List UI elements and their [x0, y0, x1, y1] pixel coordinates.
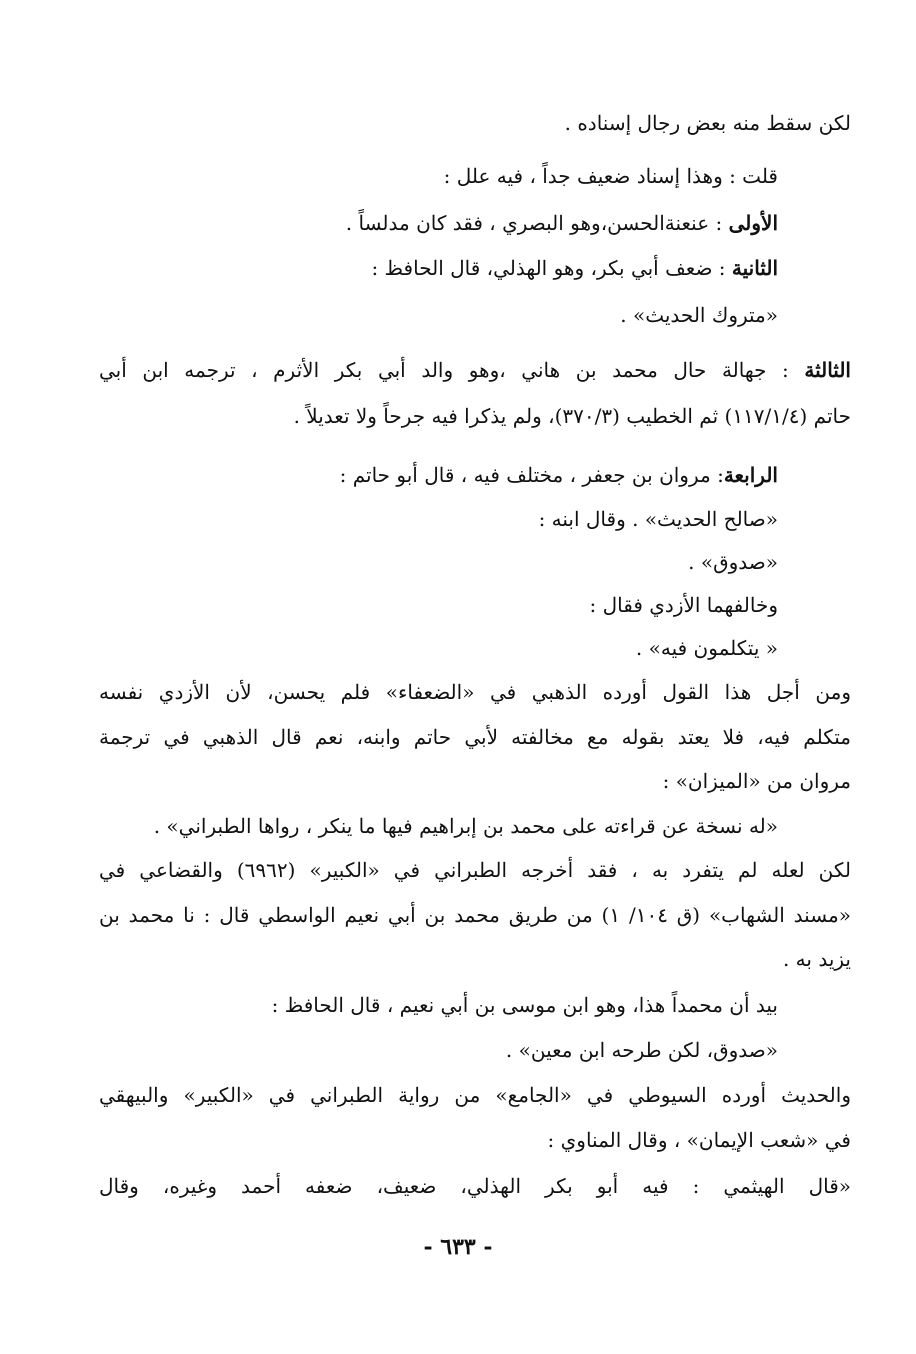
- text-line: « يتكلمون فيه» .: [635, 636, 778, 660]
- section-label: الثالثة: [804, 358, 851, 382]
- section-label: الأولى: [728, 211, 778, 235]
- section-label: الثانية: [731, 256, 778, 280]
- text-line: لكن سقط منه بعض رجال إسناده .: [564, 111, 851, 135]
- section-label: الرابعة: [723, 463, 778, 487]
- text-line: «مسند الشهاب» (ق ١٠٤/ ١) من طريق محمد بن أبي نعيم الواسطي قال : نا محمد بن: [99, 903, 851, 927]
- text-line: «له نسخة عن قراءته على محمد بن إبراهيم فيها ما ينكر ، رواها الطبراني» .: [153, 814, 778, 838]
- text-line: الأولى : عنعنةالحسن،وهو البصري ، فقد كان مدلساً .: [345, 211, 778, 235]
- text-line: «متروك الحديث» .: [620, 303, 778, 327]
- text-line: «قال الهيثمي : فيه أبو بكر الهذلي، ضعيف، ضعفه أحمد وغيره، وقال: [99, 1174, 851, 1198]
- page-number: - ٦٣٣ -: [423, 1234, 493, 1260]
- text-line: الثانية : ضعف أبي بكر، وهو الهذلي، قال الحافظ :: [371, 256, 778, 280]
- text-line: لكن لعله لم يتفرد به ، فقد أخرجه الطبراني في «الكبير» (٦٩٦٢) والقضاعي في: [99, 858, 852, 882]
- text-line: يزيد به .: [782, 947, 851, 971]
- text-line: متكلم فيه، فلا يعتد بقوله مع مخالفته لأبي حاتم وابنه، نعم قال الذهبي في ترجمة: [99, 725, 851, 749]
- text-line: «صدوق، لكن طرحه ابن معين» .: [505, 1038, 778, 1062]
- text-line: بيد أن محمداً هذا، وهو ابن موسى بن أبي نعيم ، قال الحافظ :: [271, 993, 778, 1017]
- text-line: وخالفهما الأزدي فقال :: [589, 593, 778, 617]
- text-line: حاتم (١١٧/١/٤) ثم الخطيب (٣٧٠/٣)، ولم يذكرا فيه جرحاً ولا تعديلاً .: [293, 404, 851, 428]
- text-line: قلت : وهذا إسناد ضعيف جداً ، فيه علل :: [443, 164, 778, 188]
- text-line: «صدوق» .: [688, 550, 778, 574]
- text-line: الرابعة: مروان بن جعفر ، مختلف فيه ، قال أبو حاتم :: [339, 463, 778, 487]
- text-line: الثالثة : جهالة حال محمد بن هاني ،وهو والد أبي بكر الأثرم ، ترجمه ابن أبي: [99, 358, 851, 382]
- text-line: ومن أجل هذا القول أورده الذهبي في «الضعفاء» فلم يحسن، لأن الأزدي نفسه: [99, 680, 851, 704]
- text-line: والحديث أورده السيوطي في «الجامع» من رواية الطبراني في «الكبير» والبيهقي: [99, 1083, 851, 1107]
- text-line: في «شعب الإيمان» ، وقال المناوي :: [547, 1128, 851, 1152]
- text-line: «صالح الحديث» . وقال ابنه :: [538, 507, 778, 531]
- text-line: مروان من «الميزان» :: [662, 769, 851, 793]
